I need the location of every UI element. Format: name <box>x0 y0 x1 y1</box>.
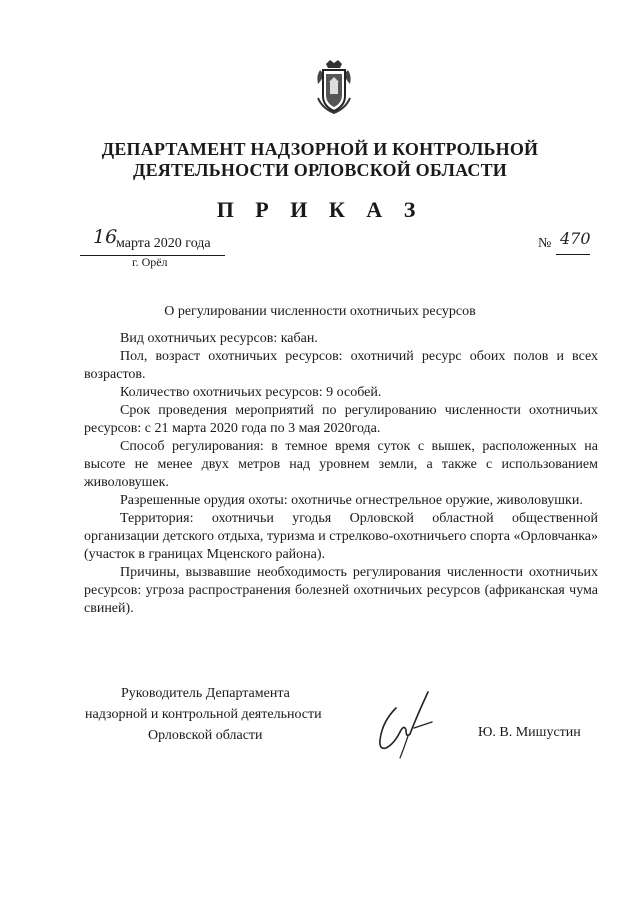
order-number-handwritten: 470 <box>560 229 591 248</box>
document-subject: О регулировании численности охотничьих ресурсов <box>164 304 476 319</box>
paragraph-resource-type: Вид охотничьих ресурсов: кабан. <box>120 331 318 346</box>
paragraph-reasons: Причины, вызвавшие необходимость регулирования численности охотничьих ресурсов: угроза распространения болезней охотничьих ресурсов (африканская чума свиней). <box>84 565 598 616</box>
department-name-line1: ДЕПАРТАМЕНТ НАДЗОРНОЙ И КОНТРОЛЬНОЙ <box>101 139 539 159</box>
paragraph-method: Способ регулирования: в темное время суток с вышек, расположенных на высоте не менее двух метров над уровнем земли, а также с использованием живоловушек. <box>84 439 598 490</box>
paragraph-tools: Разрешенные орудия охоты: охотничье огнестрельное оружие, живоловушки. <box>120 493 583 508</box>
signer-position-line2: надзорной и контрольной деятельности <box>85 707 322 722</box>
signer-position-line3: Орловской области <box>148 728 263 743</box>
handwritten-signature <box>370 688 440 760</box>
coat-of-arms-icon <box>312 58 356 114</box>
document-body <box>84 330 598 618</box>
signer-name: Ю. В. Мишустин <box>478 725 581 740</box>
department-name-line2: ДЕЯТЕЛЬНОСТИ ОРЛОВСКОЙ ОБЛАСТИ <box>133 160 507 180</box>
paragraph-quantity: Количество охотничьих ресурсов: 9 особей. <box>120 385 382 400</box>
paragraph-sex-age: Пол, возраст охотничьих ресурсов: охотничий ресурс обоих полов и всех возрастов. <box>84 349 598 382</box>
number-sign: № <box>538 236 552 251</box>
date-day-handwritten: 16 <box>93 226 118 248</box>
paragraph-period: Срок проведения мероприятий по регулированию численности охотничьих ресурсов: с 21 марта 2020 года по 3 мая 2020года. <box>84 403 598 436</box>
city-label: г. Орёл <box>132 255 168 269</box>
document-type-title: П Р И К А З <box>216 197 424 222</box>
signer-position-line1: Руководитель Департамента <box>121 686 290 701</box>
paragraph-territory: Территория: охотничьи угодья Орловской областной общественной организации детского отдыха, туризма и стрелково-охотничьего спорта «Орловчанка» (участок в границах Мценского района). <box>84 511 598 562</box>
date-month-year: марта 2020 года <box>116 236 211 251</box>
